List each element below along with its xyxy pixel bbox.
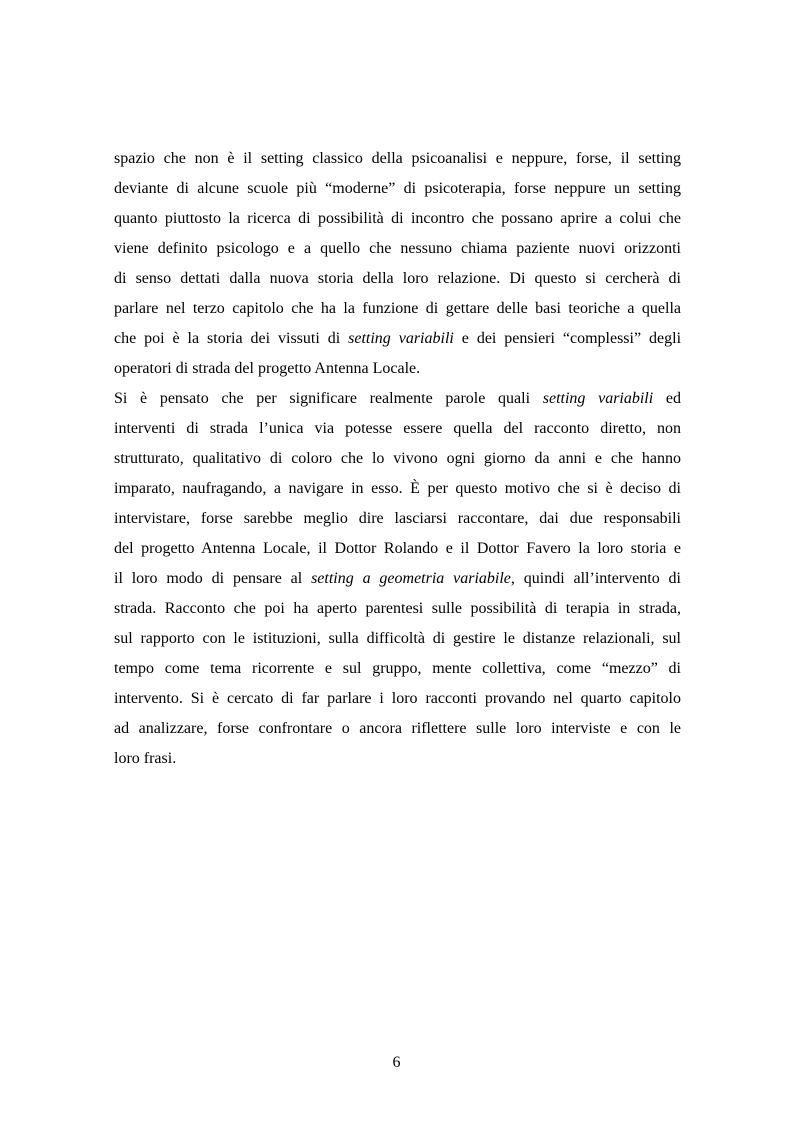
text-line [114,684,681,714]
italic-text: setting variabili [542,390,654,407]
text-run: intervistare, forse sarebbe meglio dire lasciarsi raccontare, dai due responsabili [114,510,681,527]
text-line [114,144,681,174]
text-line [114,534,681,564]
text-line [114,564,681,594]
text-line [114,204,681,234]
text-run: parlare nel terzo capitolo che ha la funzione di gettare delle basi teoriche a quella [114,300,681,317]
italic-text: setting variabili [348,330,454,347]
text-line [114,294,681,324]
text-run: del progetto Antenna Locale, il Dottor Rolando e il Dottor Favero la loro storia e [114,540,681,557]
text-run: deviante di alcune scuole più “moderne” di psicoterapia, forse neppure un setting [114,180,681,197]
text-run: imparato, naufragando, a navigare in esso. È per questo motivo che si è deciso di [114,480,681,497]
text-run: il loro modo di pensare al [114,570,312,587]
text-run: ad analizzare, forse confrontare o ancora riflettere sulle loro interviste e con le [114,720,681,737]
text-line [114,234,681,264]
text-run: viene definito psicologo e a quello che nessuno chiama paziente nuovi orizzonti [114,240,681,257]
text-run: strutturato, qualitativo di coloro che lo vivono ogni giorno da anni e che hanno [114,450,681,467]
text-run: che poi è la storia dei vissuti di [114,330,349,347]
text-run: strada. Racconto che poi ha aperto parentesi sulle possibilità di terapia in strada, [114,600,681,617]
text-line [114,414,681,444]
text-run: loro frasi. [114,750,177,767]
text-run: interventi di strada l’unica via potesse essere quella del racconto diretto, non [114,420,681,437]
text-line [114,324,681,354]
text-run: di senso dettati dalla nuova storia della loro relazione. Di questo si cercherà di [114,270,681,287]
text-line [114,474,681,504]
text-line [114,264,681,294]
text-run: spazio che non è il setting classico della psicoanalisi e neppure, forse, il setting [114,150,681,167]
text-line [114,654,681,684]
text-line [114,444,681,474]
paragraph-1 [114,144,681,384]
text-line [114,714,681,744]
text-run: ed [653,390,681,407]
text-line [114,354,681,384]
text-run: tempo come tema ricorrente e sul gruppo, mente collettiva, come “mezzo” di [114,660,681,677]
text-run: e dei pensieri “complessi” degli [453,330,682,347]
text-run: , quindi all’intervento di [510,570,681,587]
page-number: 6 [392,1054,401,1071]
text-run: Si è pensato che per significare realmente parole quali [114,390,543,407]
text-run: quanto piuttosto la ricerca di possibilità di incontro che possano aprire a colui che [114,210,681,227]
document-body [114,144,681,774]
text-line [114,384,681,414]
text-line [114,624,681,654]
text-line [114,744,681,774]
text-run: intervento. Si è cercato di far parlare i loro racconti provando nel quarto capitolo [114,690,681,707]
text-run: sul rapporto con le istituzioni, sulla difficoltà di gestire le distanze relazionali, sul [114,630,681,647]
paragraph-2 [114,384,681,774]
text-line [114,174,681,204]
italic-text: setting a geometria variabile [311,570,511,587]
text-line [114,594,681,624]
text-line [114,504,681,534]
text-run: operatori di strada del progetto Antenna Locale. [114,360,421,377]
